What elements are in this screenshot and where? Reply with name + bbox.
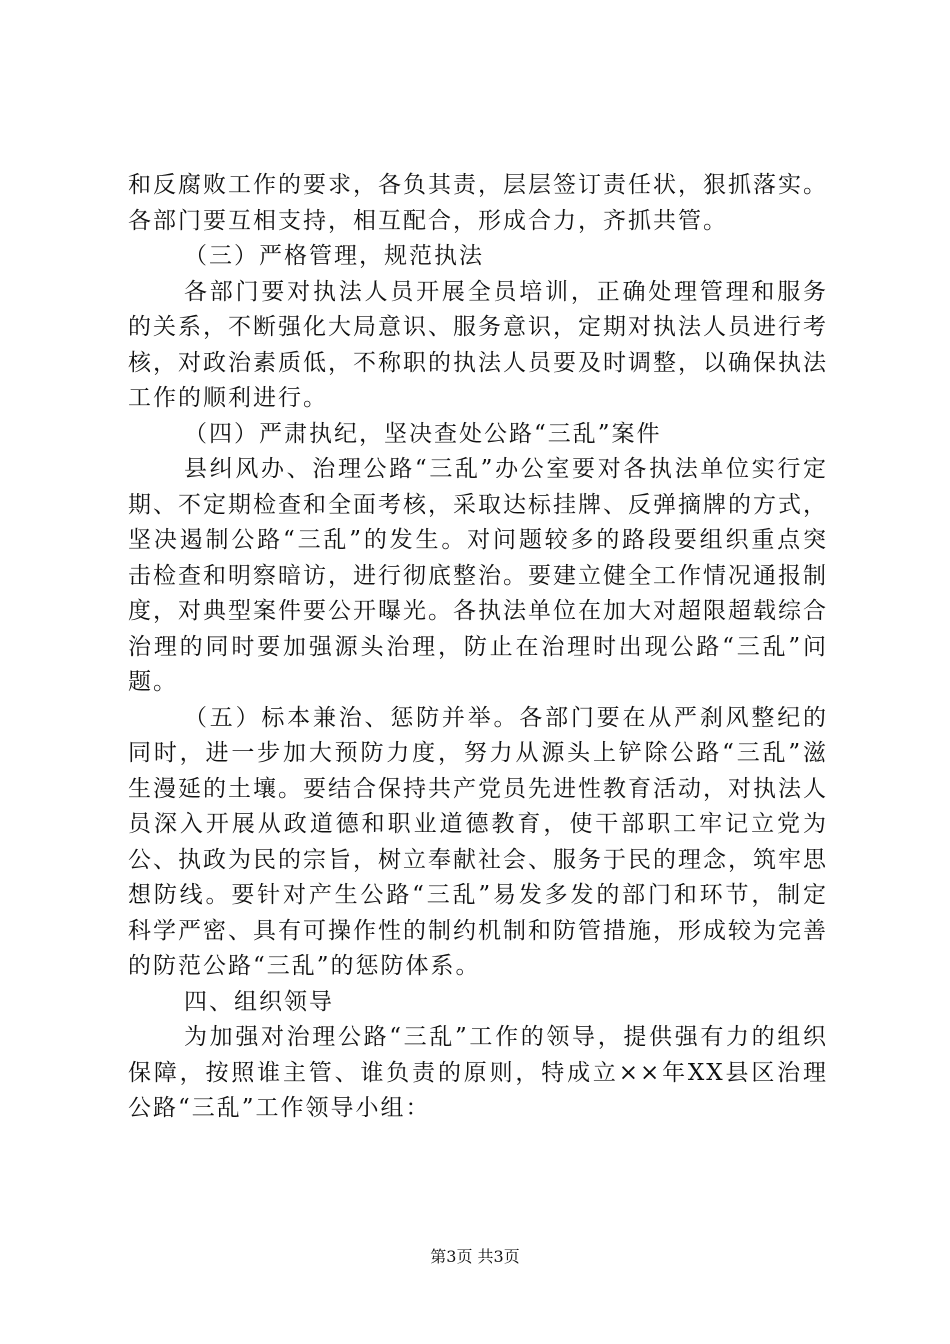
- paragraph-continuation: 和反腐败工作的要求，各负其责，层层签订责任状，狠抓落实。各部门要互相支持，相互配合，形成合力，齐抓共管。: [128, 172, 828, 234]
- page-footer: 第3页 共3页: [430, 1247, 520, 1266]
- heading-organization: 四、组织领导: [184, 988, 334, 1015]
- heading-section-3: （三）严格管理，规范执法: [184, 243, 484, 269]
- document-body: [128, 168, 828, 1127]
- paragraph-section-5: （五）标本兼治、惩防并举。各部门要在从严刹风整纪的同时，进一步加大预防力度，努力从源头上铲除公路“三乱”滋生漫延的土壤。要结合保持共产党员先进性教育活动，对执法人员深入开展从政道德和职业道德教育，使干部职工牢记立党为公、执政为民的宗旨，树立奉献社会、服务于民的理念，筑牢思想防线。要针对产生公路“三乱”易发多发的部门和环节，制定科学严密、具有可操作性的制约机制和防管措施，形成较为完善的防范公路“三乱”的惩防体系。: [128, 704, 828, 979]
- paragraph-section-3: 各部门要对执法人员开展全员培训，正确处理管理和服务的关系，不断强化大局意识、服务意识，定期对执法人员进行考核，对政治素质低，不称职的执法人员要及时调整，以确保执法工作的顺利进行。: [128, 278, 828, 411]
- paragraph-section-4: 县纠风办、治理公路“三乱”办公室要对各执法单位实行定期、不定期检查和全面考核，采取达标挂牌、反弹摘牌的方式，坚决遏制公路“三乱”的发生。对问题较多的路段要组织重点突击检查和明察暗访，进行彻底整治。要建立健全工作情况通报制度，对典型案件要公开曝光。各执法单位在加大对超限超载综合治理的同时要加强源头治理，防止在治理时出现公路“三乱”问题。: [128, 456, 828, 695]
- heading-section-4: （四）严肃执纪，坚决查处公路“三乱”案件: [184, 420, 662, 447]
- paragraph-organization: 为加强对治理公路“三乱”工作的领导，提供强有力的组织保障，按照谁主管、谁负责的原则，特成立××年XX县区治理公路“三乱”工作领导小组：: [128, 1024, 828, 1121]
